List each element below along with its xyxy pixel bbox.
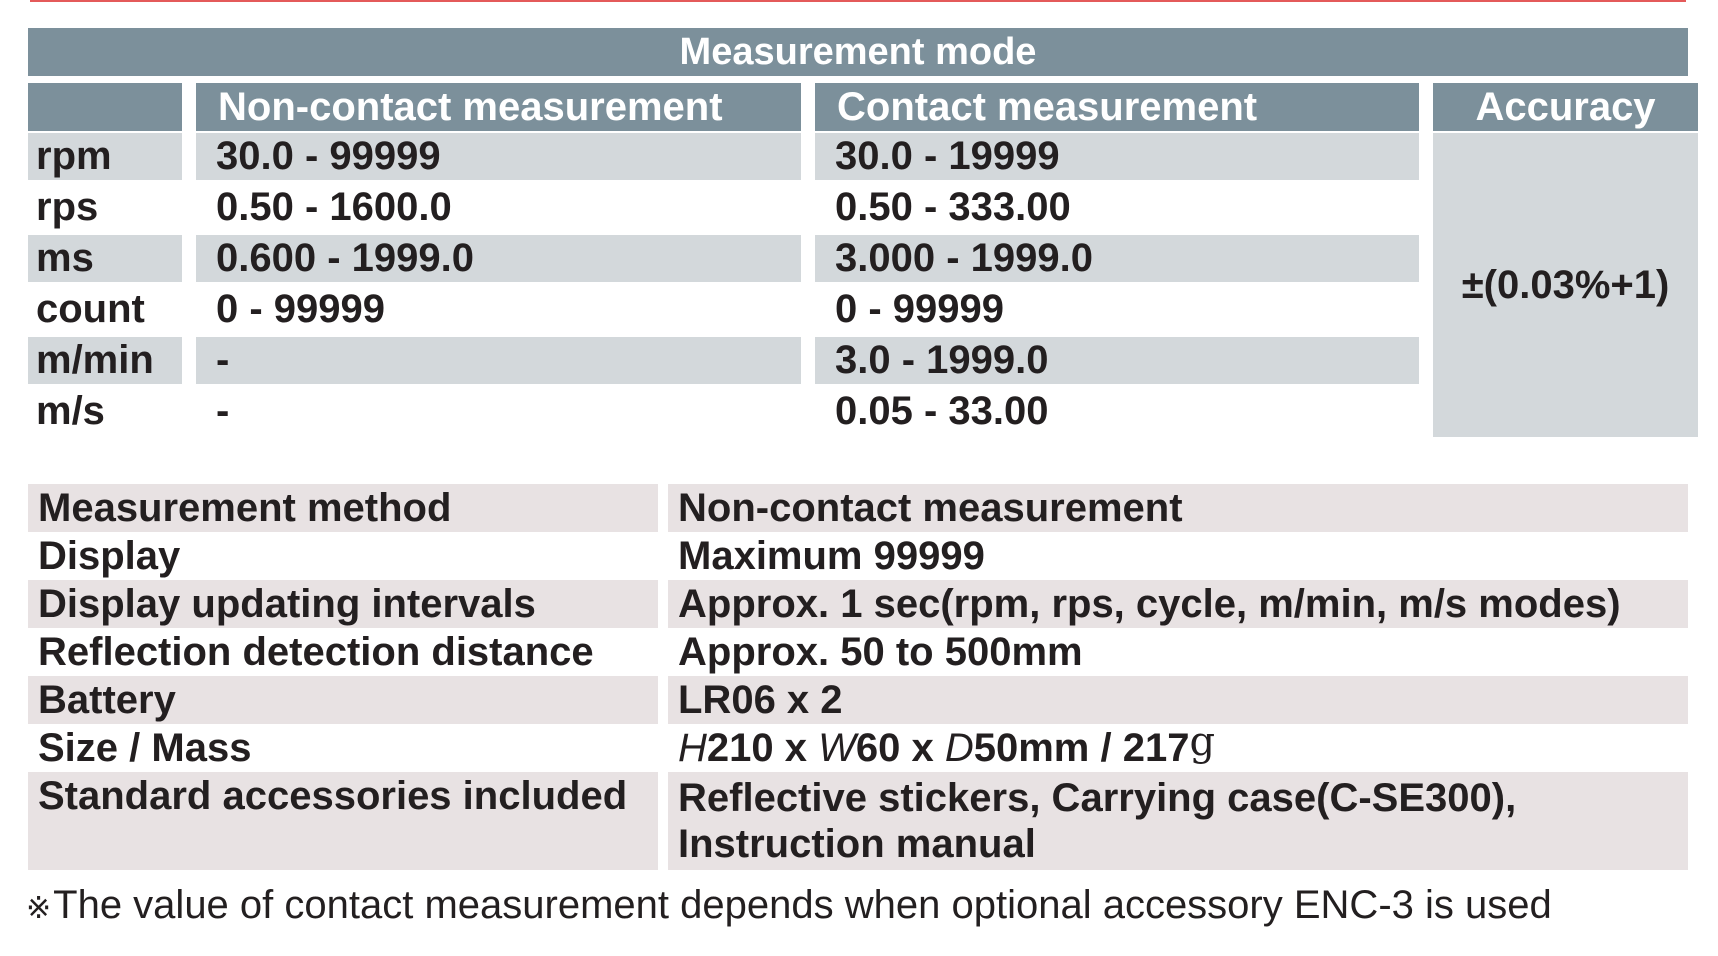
accessories-line: Reflective stickers, Carrying case(C-SE300), — [678, 776, 1517, 820]
measurement-mode-table — [28, 28, 1688, 433]
non-contact-header: Non-contact measurement — [196, 83, 801, 131]
spec-label: Display — [38, 534, 181, 578]
contact-cell: 0.50 - 333.00 — [835, 185, 1071, 229]
measurement-mode-grid — [28, 83, 1688, 437]
unit-header — [28, 83, 182, 131]
contact-cell: 3.000 - 1999.0 — [815, 235, 1419, 282]
unit-cell: rpm — [28, 133, 182, 180]
depth-symbol: D — [944, 726, 974, 770]
contact-cell: 0 - 99999 — [835, 287, 1005, 331]
spec-label: Display updating intervals — [28, 580, 658, 628]
spec-label: Standard accessories included — [28, 772, 658, 870]
specifications-table — [28, 484, 1688, 870]
size-part: 210 x — [706, 726, 819, 770]
accuracy-header: Accuracy — [1433, 83, 1698, 131]
measurement-mode-title: Measurement mode — [28, 28, 1688, 76]
spec-label: Measurement method — [28, 484, 658, 532]
non-contact-cell: 0 - 99999 — [216, 287, 386, 331]
accessories-value — [668, 772, 1688, 870]
footnote-text: The value of contact measurement depends when optional accessory ENC-3 is used — [53, 883, 1552, 927]
spec-label: Size / Mass — [38, 726, 252, 770]
contact-cell: 30.0 - 19999 — [815, 133, 1419, 180]
spec-value: Maximum 99999 — [678, 534, 985, 578]
contact-cell: 3.0 - 1999.0 — [815, 337, 1419, 384]
non-contact-cell: 30.0 - 99999 — [196, 133, 801, 180]
gram-unit: g — [1189, 719, 1216, 765]
unit-cell: ms — [28, 235, 182, 282]
non-contact-cell: - — [216, 389, 230, 433]
accessories-line: Instruction manual — [678, 822, 1036, 866]
spec-value: Approx. 50 to 500mm — [678, 630, 1083, 674]
unit-cell: m/min — [28, 337, 182, 384]
contact-cell: 0.05 - 33.00 — [835, 389, 1049, 433]
spec-value: Non-contact measurement — [668, 484, 1688, 532]
non-contact-cell: 0.600 - 1999.0 — [196, 235, 801, 282]
non-contact-cell: 0.50 - 1600.0 — [216, 185, 452, 229]
unit-cell: m/s — [36, 389, 105, 433]
unit-cell: rps — [36, 185, 99, 229]
spec-label: Battery — [28, 676, 658, 724]
spec-value: LR06 x 2 — [668, 676, 1688, 724]
spec-label: Reflection detection distance — [38, 630, 594, 674]
reference-mark-icon: ※ — [26, 892, 52, 925]
size-mass-value — [668, 719, 1688, 772]
non-contact-cell: - — [196, 337, 801, 384]
footnote — [26, 883, 1552, 928]
height-symbol: H — [678, 726, 707, 770]
width-symbol: W — [818, 726, 856, 770]
accuracy-value: ±(0.03%+1) — [1433, 133, 1698, 437]
unit-cell: count — [36, 287, 145, 331]
contact-header: Contact measurement — [815, 83, 1419, 131]
spec-value: Approx. 1 sec(rpm, rps, cycle, m/min, m/s modes) — [668, 580, 1688, 628]
size-part: 60 x — [855, 726, 945, 770]
top-rule — [30, 0, 1686, 2]
size-part: 50mm / 217 — [973, 726, 1190, 770]
